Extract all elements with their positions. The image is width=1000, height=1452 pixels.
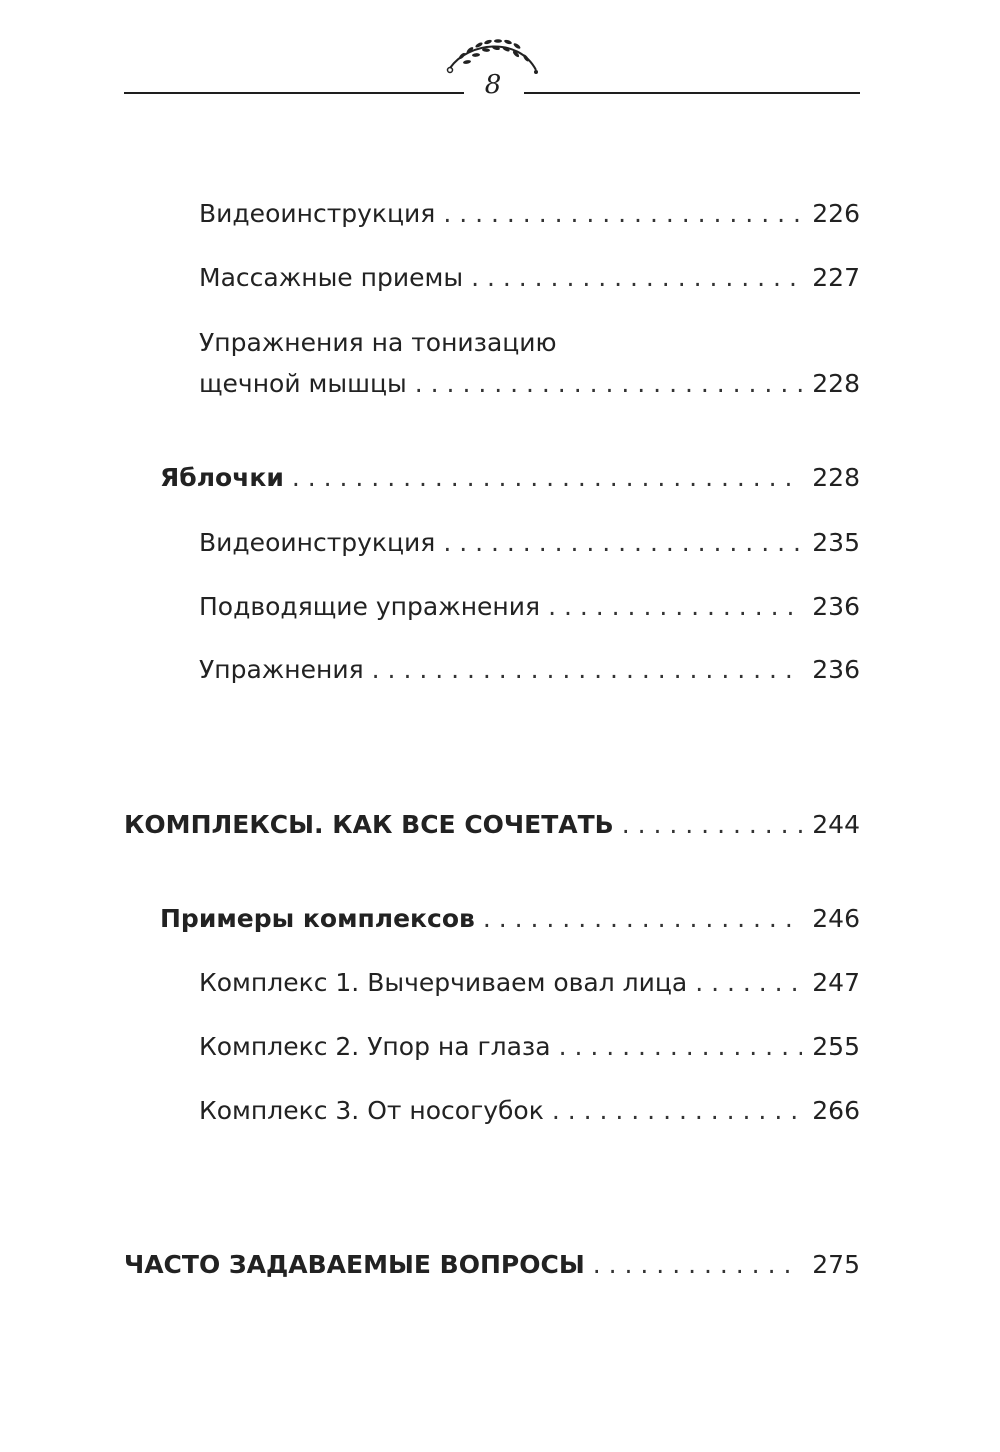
toc-entry bbox=[199, 1032, 860, 1062]
dot-leader bbox=[372, 655, 803, 685]
toc-section-entry bbox=[160, 904, 860, 934]
toc-entry-page: 235 bbox=[812, 528, 860, 557]
toc-entry-title: Упражнения bbox=[199, 655, 364, 684]
toc-entry-title: Комплекс 3. От носогубок bbox=[199, 1096, 544, 1125]
toc-entry-page: 247 bbox=[812, 968, 860, 997]
toc-entry-title: Подводящие упражнения bbox=[199, 592, 541, 621]
toc-section-entry bbox=[160, 463, 860, 493]
toc-chapter-entry bbox=[124, 1250, 860, 1280]
dot-leader bbox=[415, 369, 803, 399]
toc-entry-title: Массажные приемы bbox=[199, 263, 464, 292]
toc-section-title: Примеры комплексов bbox=[160, 904, 475, 933]
page-number: 8 bbox=[484, 70, 502, 100]
header-rule-left bbox=[124, 92, 464, 94]
toc-entry bbox=[199, 199, 860, 229]
toc-entry bbox=[199, 1096, 860, 1126]
toc-entry-page: 275 bbox=[812, 1250, 860, 1279]
dot-leader bbox=[548, 592, 802, 622]
toc-entry bbox=[199, 263, 860, 293]
toc-entry-page: 226 bbox=[812, 199, 860, 228]
dot-leader bbox=[292, 463, 802, 493]
toc-chapter-title: КОМПЛЕКСЫ. КАК ВСЕ СОЧЕТАТЬ bbox=[124, 810, 614, 839]
toc-chapter-entry bbox=[124, 810, 860, 840]
toc-entry bbox=[199, 655, 860, 685]
toc-entry-page: 227 bbox=[812, 263, 860, 292]
header-rule-right bbox=[524, 92, 860, 94]
toc-entry-page: 236 bbox=[812, 592, 860, 621]
toc-entry-page: 246 bbox=[812, 904, 860, 933]
toc-section-title: Яблочки bbox=[160, 463, 284, 492]
toc-entry bbox=[199, 592, 860, 622]
toc-entry-page: 244 bbox=[812, 810, 860, 839]
toc-entry bbox=[199, 369, 860, 399]
dot-leader bbox=[622, 810, 803, 840]
page-header bbox=[0, 0, 1000, 140]
dot-leader bbox=[552, 1096, 802, 1126]
toc-entry bbox=[199, 968, 860, 998]
toc-entry-title: Комплекс 2. Упор на глаза bbox=[199, 1032, 551, 1061]
dot-leader bbox=[593, 1250, 803, 1280]
toc-entry-title: Видеоинструкция bbox=[199, 199, 436, 228]
toc-entry-title-line1: Упражнения на тонизацию bbox=[199, 328, 557, 357]
toc-entry-title: Видеоинструкция bbox=[199, 528, 436, 557]
dot-leader bbox=[443, 199, 802, 229]
dot-leader bbox=[695, 968, 802, 998]
toc-entry-page: 236 bbox=[812, 655, 860, 684]
dot-leader bbox=[443, 528, 802, 558]
toc-entry-title-line2: щечной мышцы bbox=[199, 369, 407, 398]
toc-entry-page: 266 bbox=[812, 1096, 860, 1125]
toc-entry-page: 228 bbox=[812, 463, 860, 492]
dot-leader bbox=[483, 904, 802, 934]
toc-entry-page: 255 bbox=[812, 1032, 860, 1061]
toc-entry-title: Комплекс 1. Вычерчиваем овал лица bbox=[199, 968, 688, 997]
toc-entry bbox=[199, 528, 860, 558]
dot-leader bbox=[471, 263, 802, 293]
toc-chapter-title: ЧАСТО ЗАДАВАЕМЫЕ ВОПРОСЫ bbox=[124, 1250, 585, 1279]
toc-entry-page: 228 bbox=[812, 369, 860, 398]
dot-leader bbox=[559, 1032, 803, 1062]
